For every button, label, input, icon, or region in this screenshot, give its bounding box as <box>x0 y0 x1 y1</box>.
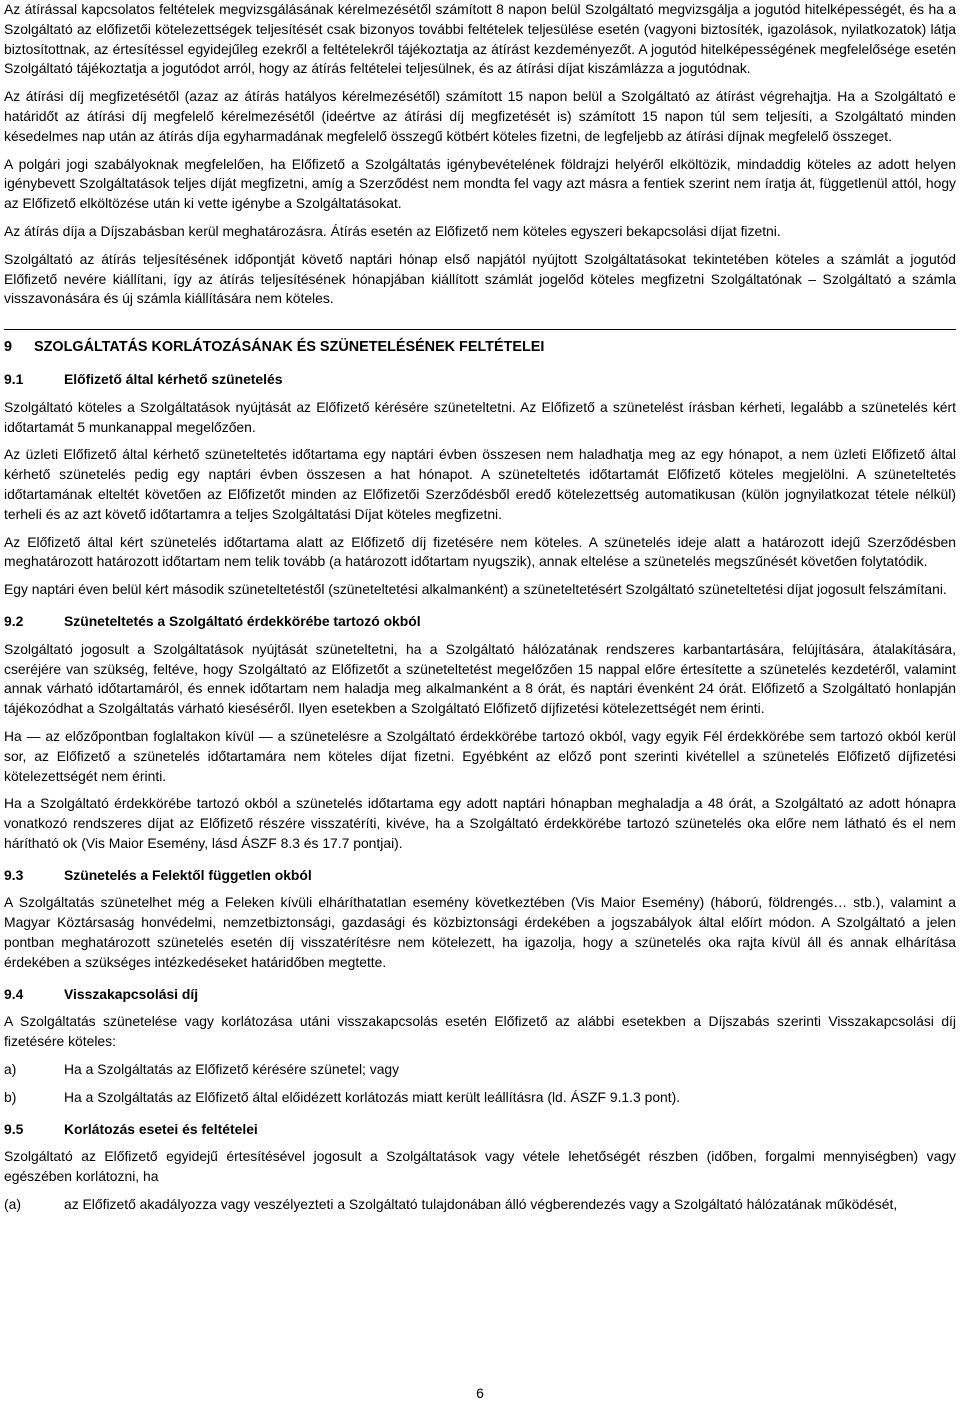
paragraph: Szolgáltató jogosult a Szolgáltatások nyújtását szüneteltetni, ha a Szolgáltató hálózatának rendszeres karbantartására, felújítására, átalakítására, cseréjére van szükség, feltéve, hogy Szolgáltató az Előfizetőt a szüneteltetést megelőzően 15 nappal előre értesítette a szünetelés kezdetéről, valamint annak várható időtartamáról, és ennek időtartam nem haladja meg alkalmanként a 8 órát, és naptári évenként 24 órát. Előfizető a Szolgáltató honlapján tájékozódhat a Szolgáltatás várható kieséséről. Ilyen esetekben a Szolgáltató Előfizető díjfizetési kötelezettségét nem érinti. <box>4 640 956 717</box>
paragraph: Ha a Szolgáltató érdekkörébe tartozó okból a szünetelés időtartama egy adott naptári hónapban meghaladja a 48 órát, a Szolgáltató az adott hónapra vonatkozó rendszeres díjat az Előfizető részére visszatéríti, kivéve, ha a Szolgáltató érdekkörébe tartozó szünetelés oka előre nem látható és el nem hárítható ok (Vis Maior Esemény, lásd ÁSZF 8.3 és 17.7 pontjai). <box>4 795 956 851</box>
subsection-title: Előfizető által kérhető szünetelés <box>64 370 283 387</box>
subsection-heading-9-2 <box>4 612 956 632</box>
subsection-number: 9.4 <box>4 985 24 1002</box>
list-item <box>4 1195 956 1215</box>
subsection-heading-9-5 <box>4 1120 956 1140</box>
list-item-text: Ha a Szolgáltatás az Előfizető kérésére szünetel; vagy <box>64 1061 400 1078</box>
paragraph: Szolgáltató az Előfizető egyidejű értesítésével jogosult a Szolgáltatások vagy vétele lehetőségét részben (időben, forgalmi mennyiségben) vagy egészében korlátozni, ha <box>4 1148 956 1185</box>
paragraph: Az átírás díja a Díjszabásban kerül meghatározásra. Átírás esetén az Előfizető nem köteles egyszeri bekapcsolási díjat fizetni. <box>4 222 781 239</box>
paragraph: A polgári jogi szabályoknak megfelelően, ha Előfizető a Szolgáltatás igénybevételének földrajzi helyéről elköltözik, mindaddig köteles az adott helyen igénybevett Szolgáltatások teljes díját megfizetni, amíg a Szerződést nem mondta fel vagy azt másra a fentiek szerint nem íratja át, függetlenül attól, hogy az Előfizető elköltözése után ki vette igénybe a Szolgáltatásokat. <box>4 155 956 212</box>
paragraph: Az átírással kapcsolatos feltételek megvizsgálásának kérelmezésétől számított 8 napon belül Szolgáltató megvizsgálja a jogutód hitelképességét, és ha a Szolgáltató az előfizetői kötelezettségek teljesítését csak bizonyos további feltételek teljesülése esetén (vagyoni biztosíték, igazolások, nyilatkozatok) látja biztosítottnak, az értesítéssel egyidejűleg ezekről a feltételekről tájékoztatja az átírást kezdeményezőt. A jogutód hitelképességének megfelelősége esetén Szolgáltató tájékoztatja a jogutódot arról, hogy az átírás feltételei teljesülnek, és az átírási díjat kiszámlázza a jogutódnak. <box>4 1 956 77</box>
paragraph: Az üzleti Előfizető által kérhető szüneteltetés időtartama egy naptári évben összesen nem haladhatja meg az egy hónapot, a nem üzleti Előfizető által kérhető szünetelés pedig egy naptári évben összesen a hat hónapot. A szüneteltetés időtartamát Előfizető köteles megjelölni. A szüneteltetés időtartamának elteltét követően az Előfizetőt minden az Előfizetői Szerződésből eredő kötelezettség automatikusan (külön jognyilatkozat tétele nélkül) terheli és az azt követő időtartamra a teljes Szolgáltatási Díjat köteles megfizetni. <box>4 446 956 522</box>
paragraph: A Szolgáltatás szünetelése vagy korlátozása utáni visszakapcsolás esetén Előfizető az alábbi esetekben a Díjszabás szerinti Visszakapcsolási díj fizetésére köteles: <box>4 1013 956 1050</box>
paragraph: Ha — az előzőpontban foglaltakon kívül — a szünetelésre a Szolgáltató érdekkörébe tartozó okból, vagy egyik Fél érdekkörébe sem tartozó okból kerül sor, az Előfizető a szünetelés időtartamára nem köteles díjat fizetni. Egyébként az előző pont szerinti kivétellel a szünetelés Előfizető díjfizetési kötelezettségét nem érinti. <box>4 727 956 784</box>
subsection-title: Szüneteltetés a Szolgáltató érdekkörébe tartozó okból <box>64 612 421 629</box>
paragraph: Egy naptári éven belül kért második szüneteltetéstől (szüneteltetési alkalmanként) a szüneteltetésért Szolgáltató szüneteltetési díjat jogosult felszámítani. <box>4 581 947 598</box>
list-item-label: b) <box>4 1088 17 1105</box>
list-item-label: (a) <box>4 1196 21 1213</box>
subsection-number: 9.1 <box>4 370 24 387</box>
subsection-number: 9.5 <box>4 1120 24 1137</box>
section-heading-9 <box>4 329 956 358</box>
list-item <box>4 1088 956 1108</box>
subsection-title: Szünetelés a Felektől független okból <box>64 866 312 883</box>
subsection-heading-9-4 <box>4 985 956 1005</box>
subsection-title: Korlátozás esetei és feltételei <box>64 1120 258 1137</box>
paragraph: A Szolgáltatás szünetelhet még a Feleken kívüli elháríthatatlan esemény következtében (Vis Maior Esemény) (háború, földrengés… stb.), valamint a Magyar Köztársaság honvédelmi, nemzetbiztonsági, gazdasági és közbiztonsági érdekében a jogszabályok által előírt módon. A Szolgáltató a jelen pontban meghatározott szünetelés esetén díj visszatérítésre nem kötelezett, ha igazolja, hogy a szünetelés oka rajta kívül áll és annak elhárítása érdekében a szükséges intézkedéseket határidőben megtette. <box>4 894 956 970</box>
page-number: 6 <box>476 1385 484 1401</box>
list-item-text: az Előfizető akadályozza vagy veszélyezteti a Szolgáltató tulajdonában álló végberendezés vagy a Szolgáltató hálózatának működését, <box>64 1196 898 1213</box>
subsection-number: 9.2 <box>4 612 24 629</box>
paragraph: Az átírási díj megfizetésétől (azaz az átírás hatályos kérelmezésétől) számított 15 napon belül a Szolgáltató az átírást végrehajtja. Ha a Szolgáltató e határidőt az átírási díj megfelelő kérelmezésétől (ideértve az átírási díj megfizetését is) számított 15 napon túl sem teljesíti, a Szolgáltató minden késedelmes nap után az átírás díja egyharmadának megfelelő összegű kötbért köteles fizetni, de legfeljebb az átírási díjnak megfelelő összeget. <box>4 88 956 144</box>
subsection-number: 9.3 <box>4 866 24 883</box>
list-item-text: Ha a Szolgáltatás az Előfizető által előidézett korlátozás miatt került leállításra (ld. ÁSZF 9.1.3 pont). <box>64 1088 681 1105</box>
subsection-title: Visszakapcsolási díj <box>64 985 199 1002</box>
list-item-label: a) <box>4 1061 17 1078</box>
paragraph: Az Előfizető által kért szünetelés időtartama alatt az Előfizető díj fizetésére nem köteles. A szünetelés ideje alatt a határozott idejű Szerződésben meghatározott határozott időtartam nem telik tovább (a határozott időtartam nyugszik), annak eltelése a szünetelés megszűnését követően folytatódik. <box>4 533 956 570</box>
paragraph: Szolgáltató az átírás teljesítésének időpontját követő naptári hónap első napjától nyújtott Szolgáltatásokat tekintetében köteles a számlát a jogutód Előfizető nevére kiállítani, így az átírás teljesítésének hónapjában kiállított számlát jogelőd köteles megfizetni Szolgáltatónak – Szolgáltató a számla visszavonására és új számla kiállítására nem köteles. <box>4 250 956 307</box>
list-item <box>4 1060 956 1080</box>
subsection-heading-9-3 <box>4 866 956 886</box>
subsection-heading-9-1 <box>4 370 956 390</box>
section-number: 9 <box>4 339 13 356</box>
paragraph: Szolgáltató köteles a Szolgáltatások nyújtását az Előfizető kérésére szüneteltetni. Az Előfizető a szünetelést írásban kérheti, legalább a szünetelés kért időtartamát 5 munkanappal megelőzően. <box>4 398 956 435</box>
section-title: SZOLGÁLTATÁS KORLÁTOZÁSÁNAK ÉS SZÜNETELÉSÉNEK FELTÉTELEI <box>34 339 545 356</box>
